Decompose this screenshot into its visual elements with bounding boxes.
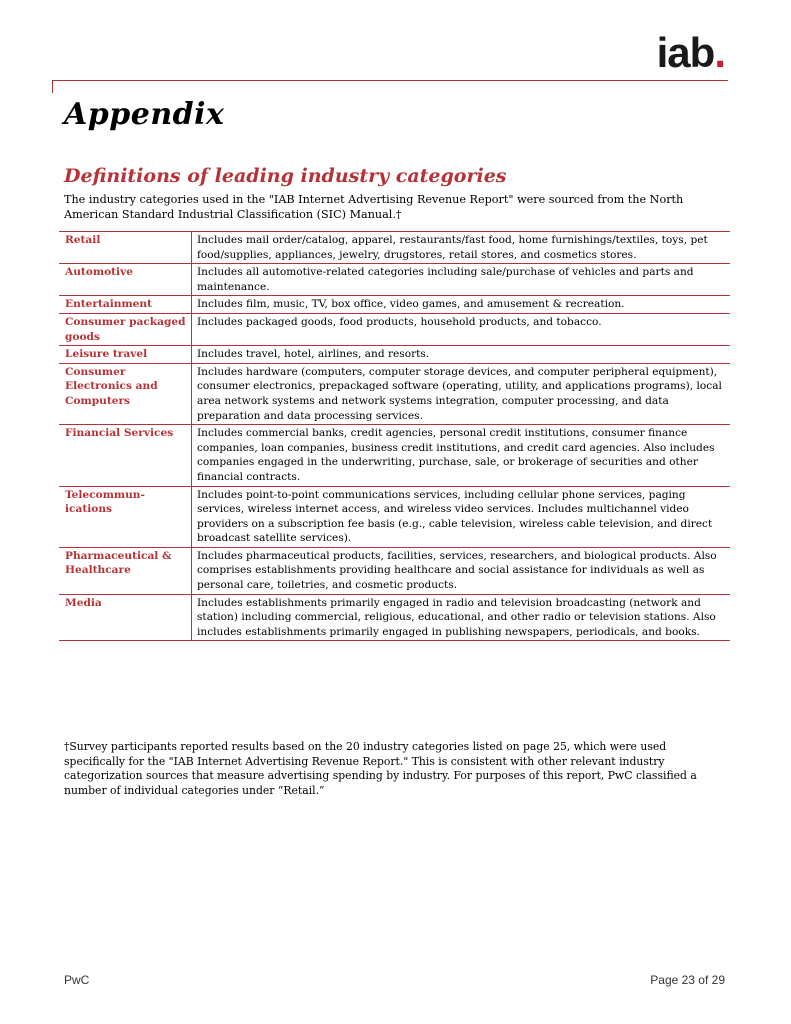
header-rule <box>52 80 728 81</box>
category-description: Includes point-to-point communications services, including cellular phone services, paging services, wireless internet access, and wireless video services. Includes multichannel video providers on a subscription fee basis (e.g., cable television, wireless cable television, and direct broadcast satellite services). <box>192 486 731 547</box>
section-intro: The industry categories used in the "IAB Internet Advertising Revenue Report" were sourced from the North American Standard Industrial Classification (SIC) Manual.† <box>64 193 684 221</box>
table-row <box>59 264 730 296</box>
category-description: Includes pharmaceutical products, facilities, services, researchers, and biological products. Also comprises establishments providing healthcare and social assistance for individuals as well as personal care, toiletries, and cosmetic products. <box>192 547 731 594</box>
footer-company: PwC <box>64 973 90 987</box>
table-row <box>59 547 730 594</box>
category-description: Includes film, music, TV, box office, video games, and amusement & recreation. <box>192 296 731 314</box>
table-row <box>59 594 730 641</box>
category-name: Retail <box>59 232 192 264</box>
category-name: Financial Services <box>59 425 192 486</box>
category-description: Includes establishments primarily engaged in radio and television broadcasting (network and station) including commercial, religious, educational, and other radio or television stations. Also includes establishments primarily engaged in publishing newspapers, periodicals, and books. <box>192 594 731 641</box>
category-name: Telecommun-ications <box>59 486 192 547</box>
table-row <box>59 232 730 264</box>
table-row <box>59 486 730 547</box>
page-number: Page 23 of 29 <box>650 973 725 987</box>
table-row <box>59 296 730 314</box>
footnote: †Survey participants reported results based on the 20 industry categories listed on page 25, which were used specifically for the "IAB Internet Advertising Revenue Report." This is consistent with other relevant industry categorization sources that measure advertising spending by industry. For purposes of this report, PwC classified a number of individual categories under “Retail.” <box>64 740 697 797</box>
category-description: Includes commercial banks, credit agencies, personal credit institutions, consumer finance companies, loan companies, business credit institutions, and credit card agencies. Also includes companies engaged in the underwriting, purchase, sale, or brokerage of securities and other financial contracts. <box>192 425 731 486</box>
iab-logo <box>656 29 725 76</box>
category-description: Includes travel, hotel, airlines, and resorts. <box>192 346 731 364</box>
logo-text: iab <box>656 29 715 76</box>
category-name: Consumer packaged goods <box>59 313 192 345</box>
category-name: Leisure travel <box>59 346 192 364</box>
category-name: Media <box>59 594 192 641</box>
category-name: Entertainment <box>59 296 192 314</box>
category-description: Includes mail order/catalog, apparel, restaurants/fast food, home furnishings/textiles, toys, pet food/supplies, appliances, jewelry, drugstores, retail stores, and cosmetics stores. <box>192 232 731 264</box>
category-description: Includes all automotive-related categories including sale/purchase of vehicles and parts and maintenance. <box>192 264 731 296</box>
category-description: Includes packaged goods, food products, household products, and tobacco. <box>192 313 731 345</box>
table-row <box>59 346 730 364</box>
category-name: Consumer Electronics and Computers <box>59 363 192 424</box>
header-rule-tick <box>52 80 53 93</box>
category-description: Includes hardware (computers, computer storage devices, and computer peripheral equipment), consumer electronics, prepackaged software (operating, utility, and applications programs), local area network systems and network systems integration, computer processing, and data preparation and data processing services. <box>192 363 731 424</box>
category-name: Pharmaceutical & Healthcare <box>59 547 192 594</box>
section-heading: Definitions of leading industry categories <box>64 165 507 187</box>
definitions-table <box>59 231 730 641</box>
category-name: Automotive <box>59 264 192 296</box>
logo-dot: . <box>714 29 725 76</box>
table-row <box>59 425 730 486</box>
table-row <box>59 313 730 345</box>
page-title: Appendix <box>64 97 225 132</box>
table-row <box>59 363 730 424</box>
